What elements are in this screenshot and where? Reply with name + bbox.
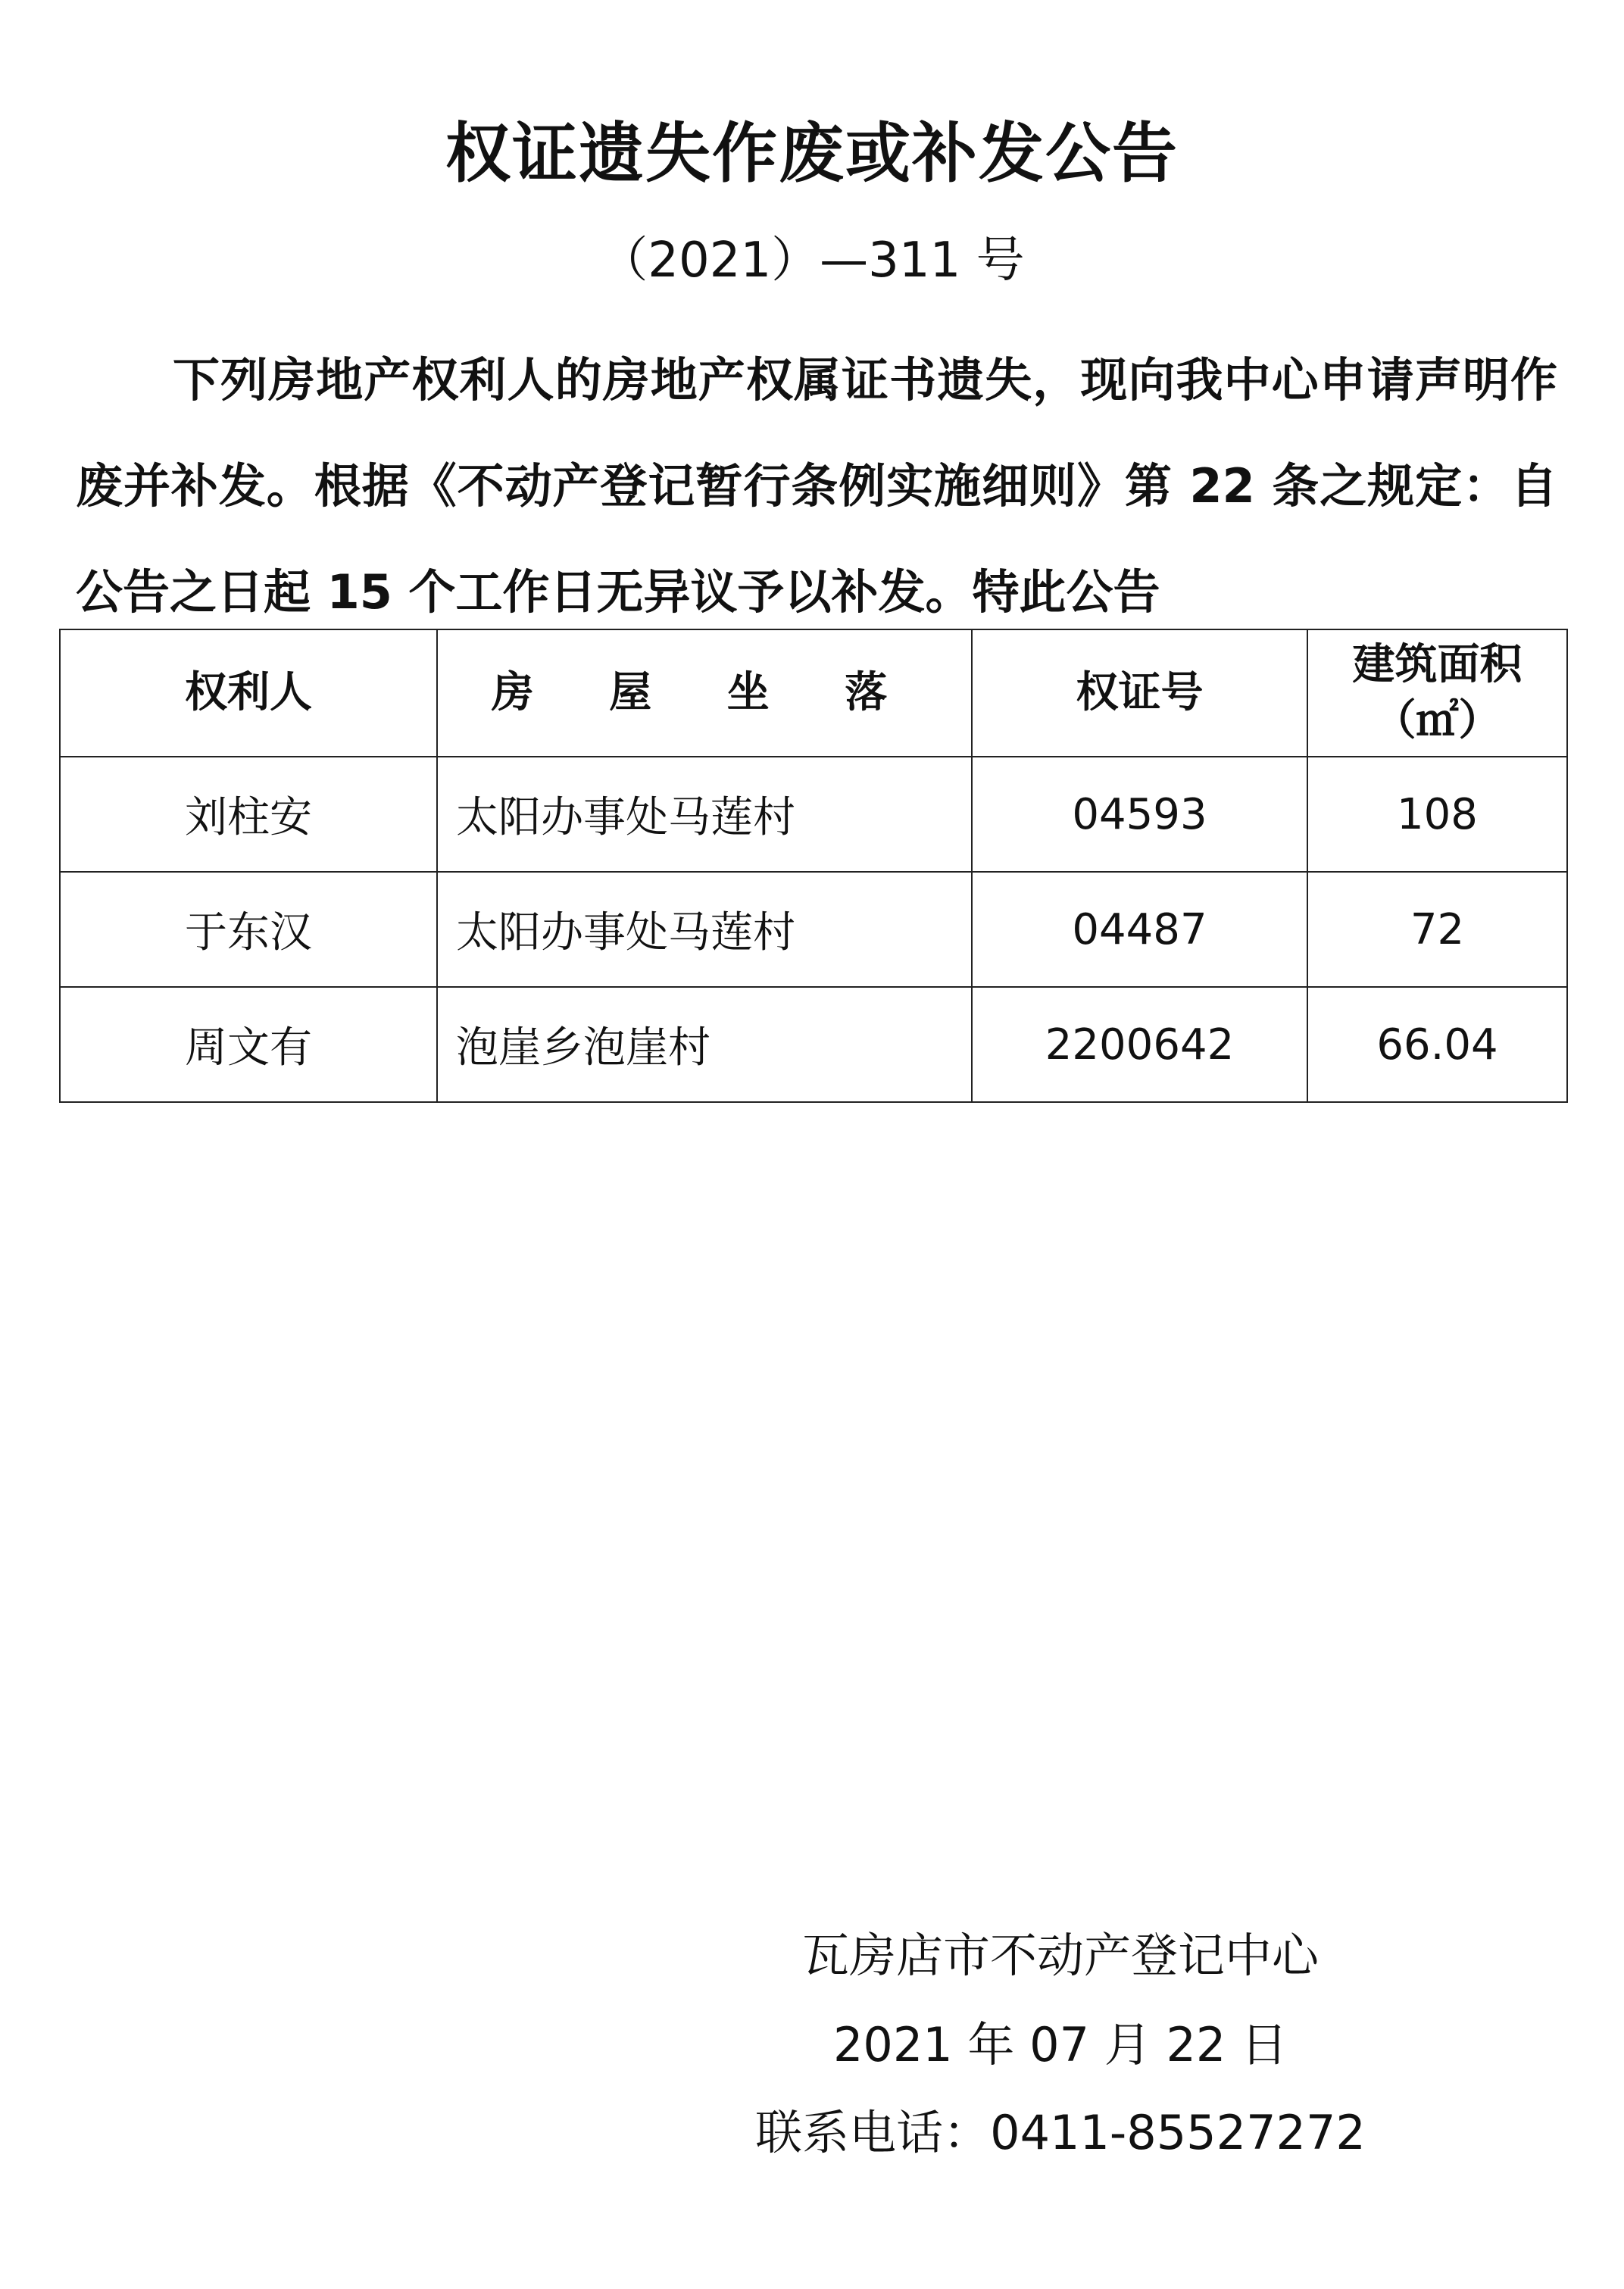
header-area-label: 建筑面积	[1352, 640, 1522, 689]
notice-body: 下列房地产权利人的房地产权属证书遗失，现向我中心申请声明作废并补发。根据《不动产登记暂行条例实施细则》第 22 条之规定：自公告之日起 15 个工作日无异议予以补发。特此公告	[76, 352, 1557, 620]
table-row	[60, 757, 1567, 872]
row-location: 泡崖乡泡崖村	[437, 987, 972, 1102]
row-holder: 刘柱安	[60, 757, 437, 872]
issue-date: 2021 年 07 月 22 日	[832, 2017, 1288, 2072]
row-area: 108	[1307, 757, 1567, 872]
row-area: 72	[1307, 872, 1567, 987]
contact-phone: 联系电话：0411-85527272	[755, 2105, 1366, 2160]
row-location: 太阳办事处马莲村	[437, 872, 972, 987]
row-certificate: 04487	[972, 872, 1307, 987]
table-row	[60, 872, 1567, 987]
row-certificate: 2200642	[972, 987, 1307, 1102]
header-location: 房 屋 坐 落	[437, 629, 972, 757]
issuing-organization: 瓦房店市不动产登记中心	[801, 1928, 1319, 1983]
header-certificate: 权证号	[972, 629, 1307, 757]
header-holder: 权利人	[60, 629, 437, 757]
table-row	[60, 987, 1567, 1102]
header-area	[1307, 629, 1567, 757]
row-holder: 周文有	[60, 987, 437, 1102]
row-location: 太阳办事处马莲村	[437, 757, 972, 872]
row-area: 66.04	[1307, 987, 1567, 1102]
row-certificate: 04593	[972, 757, 1307, 872]
row-holder: 于东汉	[60, 872, 437, 987]
notice-title: 权证遗失作废或补发公告	[445, 116, 1179, 192]
table-header-row	[60, 629, 1567, 757]
notice-number: （2021）—311 号	[599, 233, 1025, 289]
records-table	[59, 629, 1568, 1103]
header-area-unit: （㎡）	[1373, 696, 1501, 745]
